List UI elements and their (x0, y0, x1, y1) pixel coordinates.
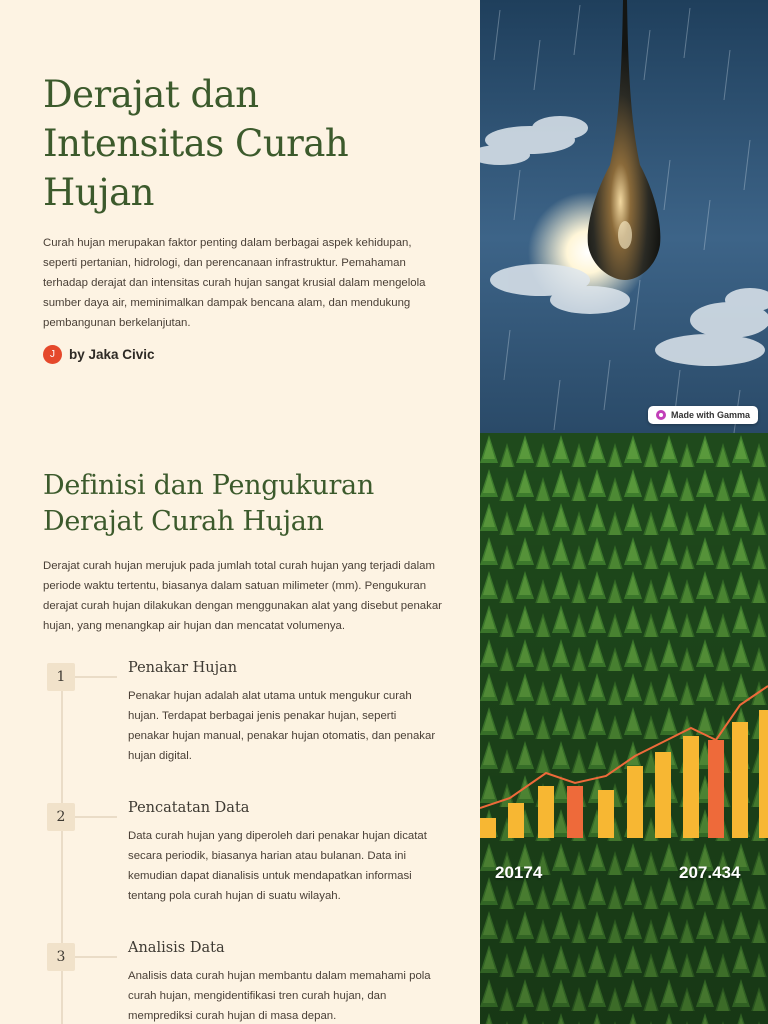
step-connector (75, 676, 117, 678)
step-description: Data curah hujan yang diperoleh dari penakar hujan dicatat secara periodik, biasanya harian atau bulanan. Data ini kemudian dapat dianalisis untuk mendapatkan informasi tentang pola curah hujan di suatu wilayah. (128, 830, 427, 902)
step-description: Analisis data curah hujan membantu dalam memahami pola curah hujan, mengidentifikasi tren curah hujan, dan memprediksi curah hujan di masa depan. (128, 970, 431, 1022)
step-connector (75, 816, 117, 818)
page-title: Derajat dan Intensitas Curah Hujan (43, 73, 349, 214)
raindrop-image (480, 0, 768, 433)
step-title: Penakar Hujan (128, 660, 238, 676)
step-connector (75, 956, 117, 958)
image-stat-left: 20174 (495, 863, 543, 882)
gamma-logo-icon (656, 410, 666, 420)
title-slide (0, 0, 768, 433)
author-byline (43, 345, 155, 364)
badge-label: Made with Gamma (670, 410, 750, 420)
made-with-gamma-badge[interactable] (648, 406, 758, 424)
intro-paragraph: Curah hujan merupakan faktor penting dalam berbagai aspek kehidupan, seperti pertanian, hidrologi, dan perencanaan infrastruktur. Pemahaman terhadap derajat dan intensitas curah hujan sangat krusial dalam mengelola sumber daya air, meminimalkan dampak bencana alam, dan mendukung pembangunan berkelanjutan. (43, 237, 426, 329)
step-title: Pencatatan Data (128, 800, 250, 816)
definition-slide (0, 433, 768, 1024)
author-name: by Jaka Civic (69, 347, 155, 362)
step-title: Analisis Data (128, 940, 225, 956)
raindrop-illustration (480, 0, 768, 433)
step-description: Penakar hujan adalah alat utama untuk mengukur curah hujan. Terdapat berbagai jenis penakar hujan, seperti penakar hujan manual, penakar hujan otomatis, dan penakar hujan digital. (128, 690, 436, 762)
image-stat-right: 207.434 (679, 863, 741, 882)
forest-chart-image (480, 433, 768, 1024)
step-number: 3 (47, 943, 75, 971)
forest-illustration (480, 433, 768, 1024)
step-number: 2 (47, 803, 75, 831)
section-title: Definisi dan Pengukuran Derajat Curah Hujan (43, 470, 374, 537)
author-avatar: J (43, 345, 62, 364)
section-paragraph: Derajat curah hujan merujuk pada jumlah total curah hujan yang terjadi dalam periode waktu tertentu, biasanya dalam satuan milimeter (mm). Pengukuran derajat curah hujan dilakukan dengan menggunakan alat yang disebut penakar hujan, yang menangkap air hujan dan mencatat volumenya. (43, 560, 442, 632)
step-number: 1 (47, 663, 75, 691)
